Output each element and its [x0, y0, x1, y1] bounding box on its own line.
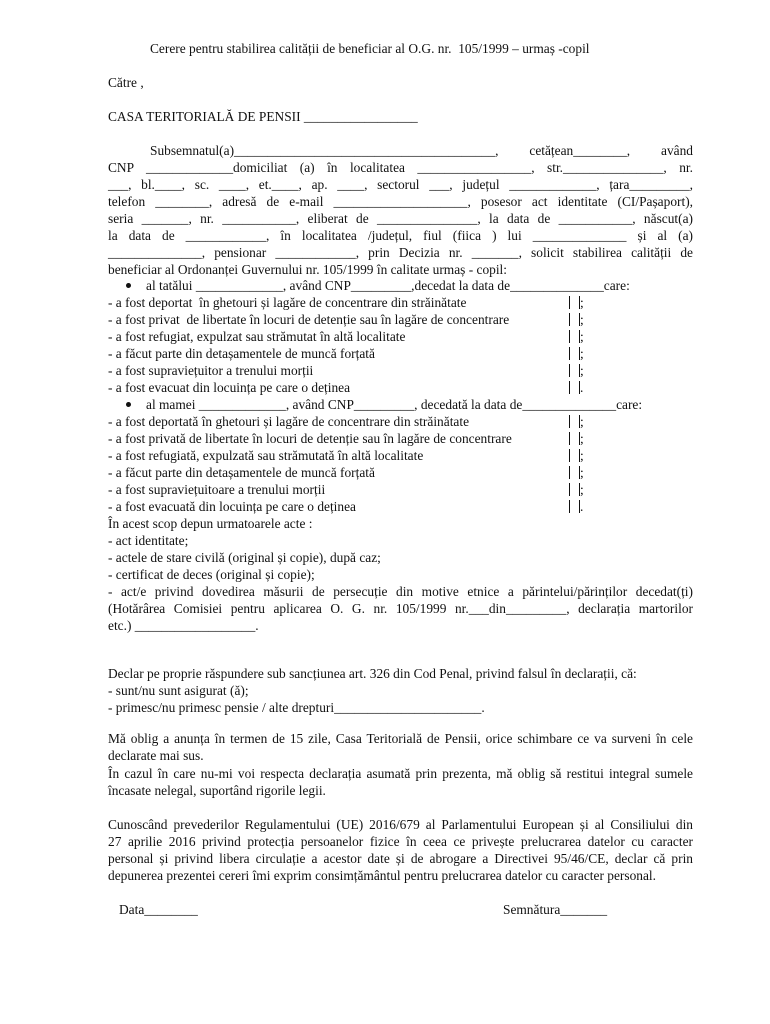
mother-item: - a fost privată de libertate în locuri de detenție sau în lagăre de concentrare [108, 431, 512, 446]
father-checkbox[interactable] [569, 296, 580, 309]
act-item: - act/e privind dovedirea măsurii de persecuție din motive etnice a părintelui/părinților decedat(ți) [108, 584, 693, 599]
father-checkbox[interactable] [569, 347, 580, 360]
declaration-item: - sunt/nu sunt asigurat (ă); [108, 683, 249, 698]
intro-line: telefon ________, adresă de e-mail ____________________, posesor act identitate (CI/Pașaport), [108, 194, 693, 209]
mother-checkbox[interactable] [569, 415, 580, 428]
institution-line: CASA TERITORIALĂ DE PENSII _________________ [108, 109, 418, 124]
obligation-line: încasate nelegal, suportând rigorile legii. [108, 783, 326, 798]
father-item: - a fost evacuat din locuința pe care o deținea [108, 380, 351, 395]
act-item: - act identitate; [108, 533, 189, 548]
father-checkbox-mark: ; [580, 363, 584, 378]
mother-checkbox-mark: ; [580, 448, 584, 463]
gdpr-line: Cunoscând prevederilor Regulamentului (UE) 2016/679 al Parlamentului European și al Consiliului din [108, 817, 693, 832]
intro-line: ___, bl.____, sc. ____, et.____, ap. ____, sectorul ___, județul _____________, țara_________, [108, 177, 693, 192]
mother-checkbox[interactable] [569, 432, 580, 445]
bullet-icon [126, 283, 131, 288]
father-item: - a fost privat de libertate în locuri de detenție sau în lagăre de concentrare [108, 312, 510, 327]
mother-checkbox[interactable] [569, 483, 580, 496]
father-item: - a fost refugiat, expulzat sau strămutat în altă localitate [108, 329, 406, 344]
obligation-line: declarate mai sus. [108, 748, 204, 763]
father-checkbox-mark: . [580, 380, 584, 395]
document-title: Cerere pentru stabilirea calității de beneficiar al O.G. nr. 105/1999 – urmaș -copil [150, 41, 590, 56]
father-checkbox[interactable] [569, 313, 580, 326]
mother-item: - a fost deportată în ghetouri și lagăre de concentrare din străinătate [108, 414, 470, 429]
obligation-line: În cazul în care nu-mi voi respecta declarația asumată prin prezenta, mă oblig să restitui integral sumele [108, 766, 693, 781]
father-checkbox-mark: ; [580, 329, 584, 344]
father-header: al tatălui _____________, având CNP_________,decedat la data de______________care: [146, 278, 630, 293]
act-item: etc.) __________________. [108, 618, 259, 633]
date-field[interactable]: Data________ [119, 902, 198, 917]
intro-line: Subsemnatul(a)_______________________________________, cetățean________, având [150, 143, 693, 158]
mother-checkbox[interactable] [569, 449, 580, 462]
gdpr-line: depunerea prezentei cereri îmi exprim consimțământul pentru prelucrarea datelor cu caracter personal. [108, 868, 656, 883]
mother-checkbox-mark: ; [580, 431, 584, 446]
mother-checkbox-mark: . [580, 499, 584, 514]
mother-item: - a fost refugiată, expulzată sau strămutată în altă localitate [108, 448, 424, 463]
father-checkbox[interactable] [569, 330, 580, 343]
act-item: (Hotărârea Comisiei pentru aplicarea O. G. nr. 105/1999 nr.___din_________, declarația martorilor [108, 601, 693, 616]
signature-field[interactable]: Semnătura_______ [503, 902, 608, 917]
intro-line: la data de ____________, în localitatea /județul, fiul (fiica ) lui ______________ și al (a) [108, 228, 693, 243]
obligation-line: Mă oblig a anunța în termen de 15 zile, Casa Teritorială de Pensii, orice schimbare ce va surveni în cele [108, 731, 693, 746]
acts-intro: În acest scop depun urmatoarele acte : [108, 516, 313, 531]
bullet-icon [126, 402, 131, 407]
intro-line: seria _______, nr. ___________, eliberat de _______________, la data de ___________, născut(a) [108, 211, 693, 226]
mother-checkbox-mark: ; [580, 414, 584, 429]
mother-checkbox-mark: ; [580, 465, 584, 480]
father-checkbox-mark: ; [580, 295, 584, 310]
mother-checkbox[interactable] [569, 500, 580, 513]
mother-item: - a făcut parte din detașamentele de muncă forțată [108, 465, 375, 480]
intro-line: beneficiar al Ordonanței Guvernului nr. 105/1999 în calitate urmaș - copil: [108, 262, 507, 277]
act-item: - actele de stare civilă (original și copie), după caz; [108, 550, 381, 565]
mother-item: - a fost supraviețuitoare a trenului morții [108, 482, 326, 497]
intro-line: ______________, pensionar ____________, prin Decizia nr. _______, solicit stabilirea calității de [108, 245, 693, 260]
mother-header: al mamei _____________, având CNP_________, decedată la data de______________care: [146, 397, 643, 412]
declaration-intro: Declar pe proprie răspundere sub sancțiunea art. 326 din Cod Penal, privind falsul în declarații, că: [108, 666, 637, 681]
father-checkbox[interactable] [569, 364, 580, 377]
mother-item: - a fost evacuată din locuința pe care o deținea [108, 499, 356, 514]
father-item: - a făcut parte din detașamentele de muncă forțată [108, 346, 375, 361]
father-checkbox-mark: ; [580, 312, 584, 327]
addressee: Către , [108, 75, 144, 90]
mother-checkbox-mark: ; [580, 482, 584, 497]
mother-checkbox[interactable] [569, 466, 580, 479]
father-checkbox-mark: ; [580, 346, 584, 361]
father-item: - a fost supraviețuitor a trenului morții [108, 363, 314, 378]
gdpr-line: personal și privind libera circulație a acestor date și de abrogare a Directivei 95/46/CE, declar că prin [108, 851, 693, 866]
intro-line: CNP _____________domiciliat (a) în localitatea _________________, str._______________, nr. [108, 160, 693, 175]
act-item: - certificat de deces (original și copie); [108, 567, 315, 582]
father-item: - a fost deportat în ghetouri și lagăre de concentrare din străinătate [108, 295, 467, 310]
father-checkbox[interactable] [569, 381, 580, 394]
gdpr-line: 27 aprilie 2016 privind protecția persoanelor fizice în ceea ce privește prelucrarea datelor cu caracter [108, 834, 693, 849]
declaration-item: - primesc/nu primesc pensie / alte drepturi______________________. [108, 700, 485, 715]
